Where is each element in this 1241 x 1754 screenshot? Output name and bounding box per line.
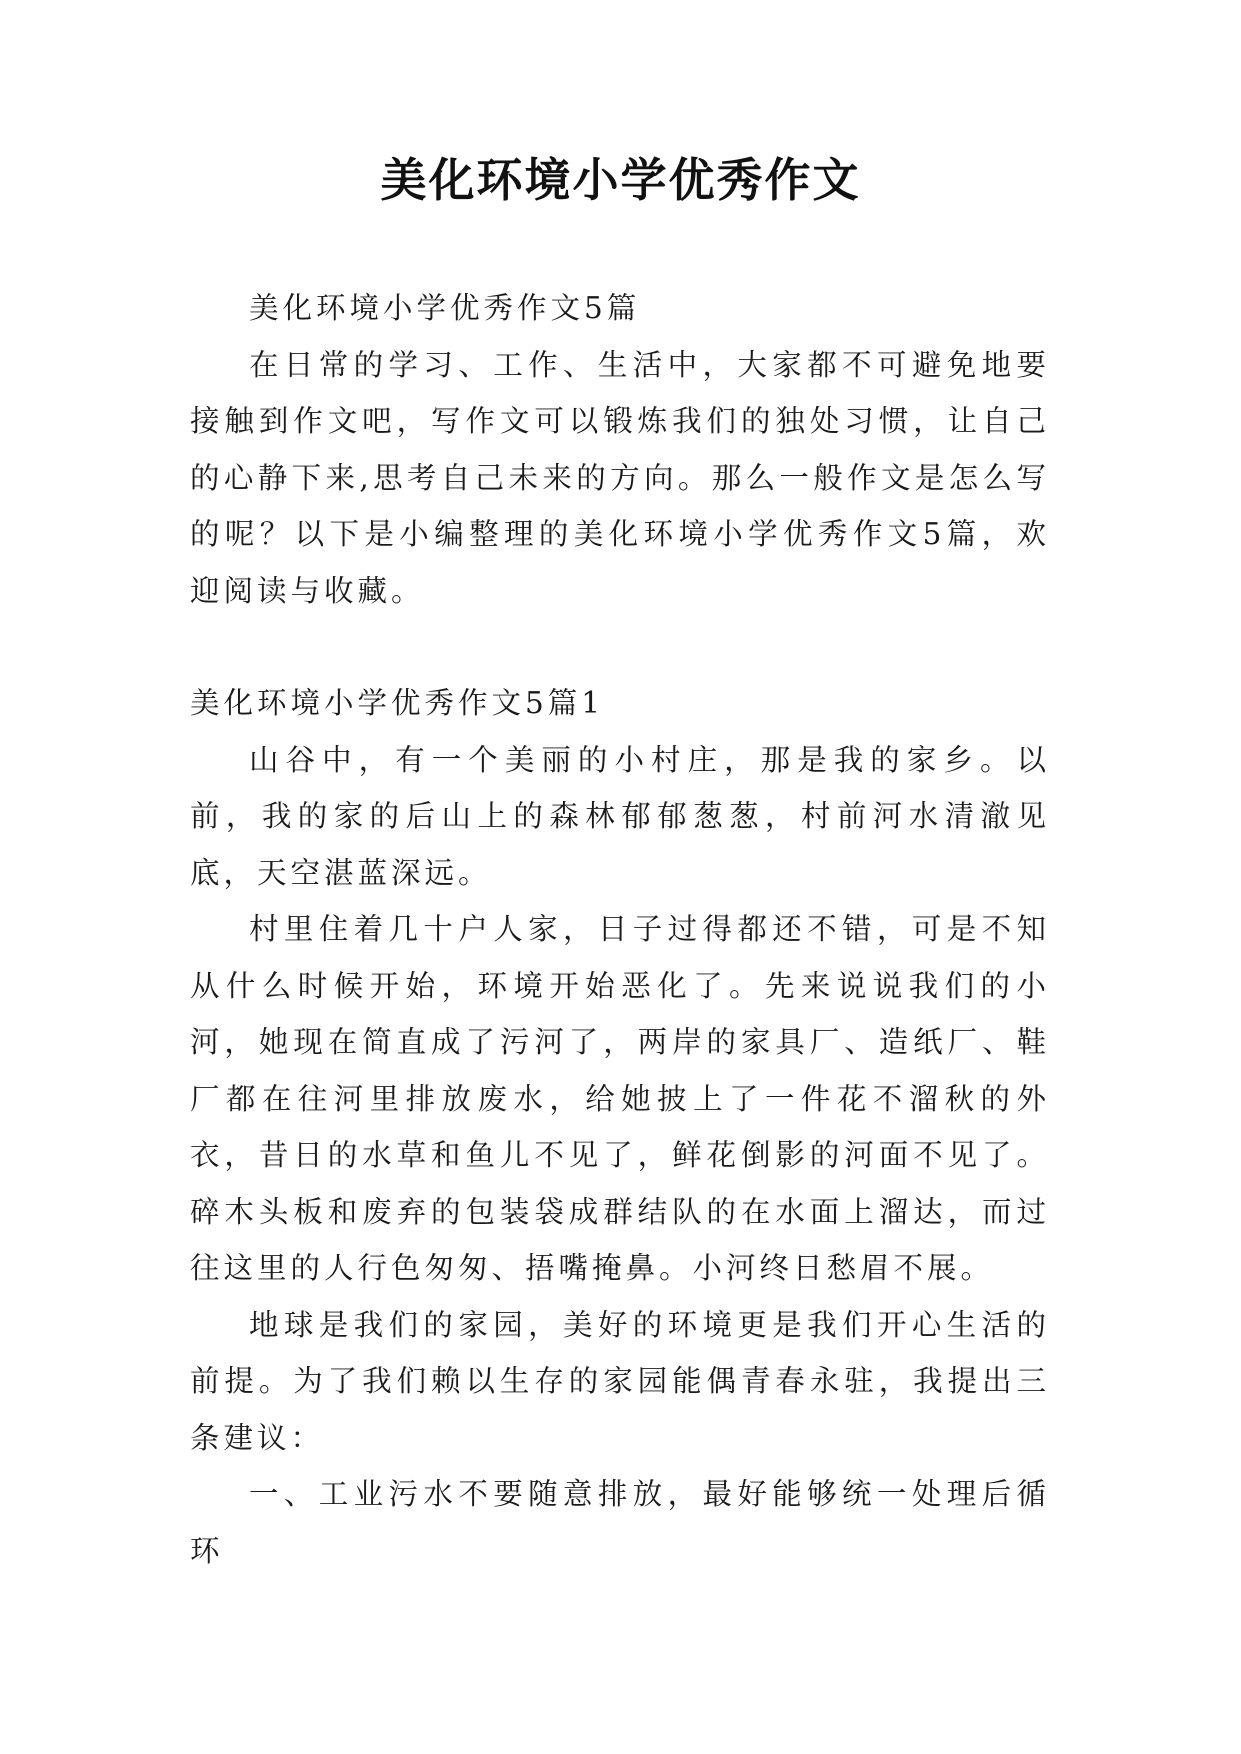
document-body — [190, 280, 1050, 1579]
body-paragraph: 山谷中，有一个美丽的小村庄，那是我的家乡。以前，我的家的后山上的森林郁郁葱葱，村前河水清澈见底，天空湛蓝深远。 — [190, 742, 1050, 890]
document-title: 美化环境小学优秀作文 — [380, 153, 861, 207]
document-subtitle: 美化环境小学优秀作文5篇 — [249, 291, 641, 325]
body-paragraph: 村里住着几十户人家，日子过得都还不错，可是不知从什么时候开始，环境开始恶化了。先来说说我们的小河，她现在简直成了污河了，两岸的家具厂、造纸厂、鞋厂都在往河里排放废水，给她披上了一件花不溜秋的外衣，昔日的水草和鱼儿不见了，鲜花倒影的河面不见了。碎木头板和废弃的包装袋成群结队的在水面上溜达，而过往这里的人行色匆匆、捂嘴掩鼻。小河终日愁眉不展。 — [190, 912, 1050, 1285]
paragraph-spacer — [190, 619, 1050, 675]
body-paragraph: 一、工业污水不要随意排放，最好能够统一处理后循环 — [190, 1477, 1050, 1568]
section-heading: 美化环境小学优秀作文5篇1 — [190, 686, 605, 720]
intro-paragraph: 在日常的学习、工作、生活中，大家都不可避免地要接触到作文吧，写作文可以锻炼我们的独处习惯，让自己的心静下来,思考自己未来的方向。那么一般作文是怎么写的呢？以下是小编整理的美化环境小学优秀作文5篇，欢迎阅读与收藏。 — [190, 347, 1050, 608]
body-paragraph: 地球是我们的家园，美好的环境更是我们开心生活的前提。为了我们赖以生存的家园能偶青春永驻，我提出三条建议： — [190, 1307, 1050, 1455]
